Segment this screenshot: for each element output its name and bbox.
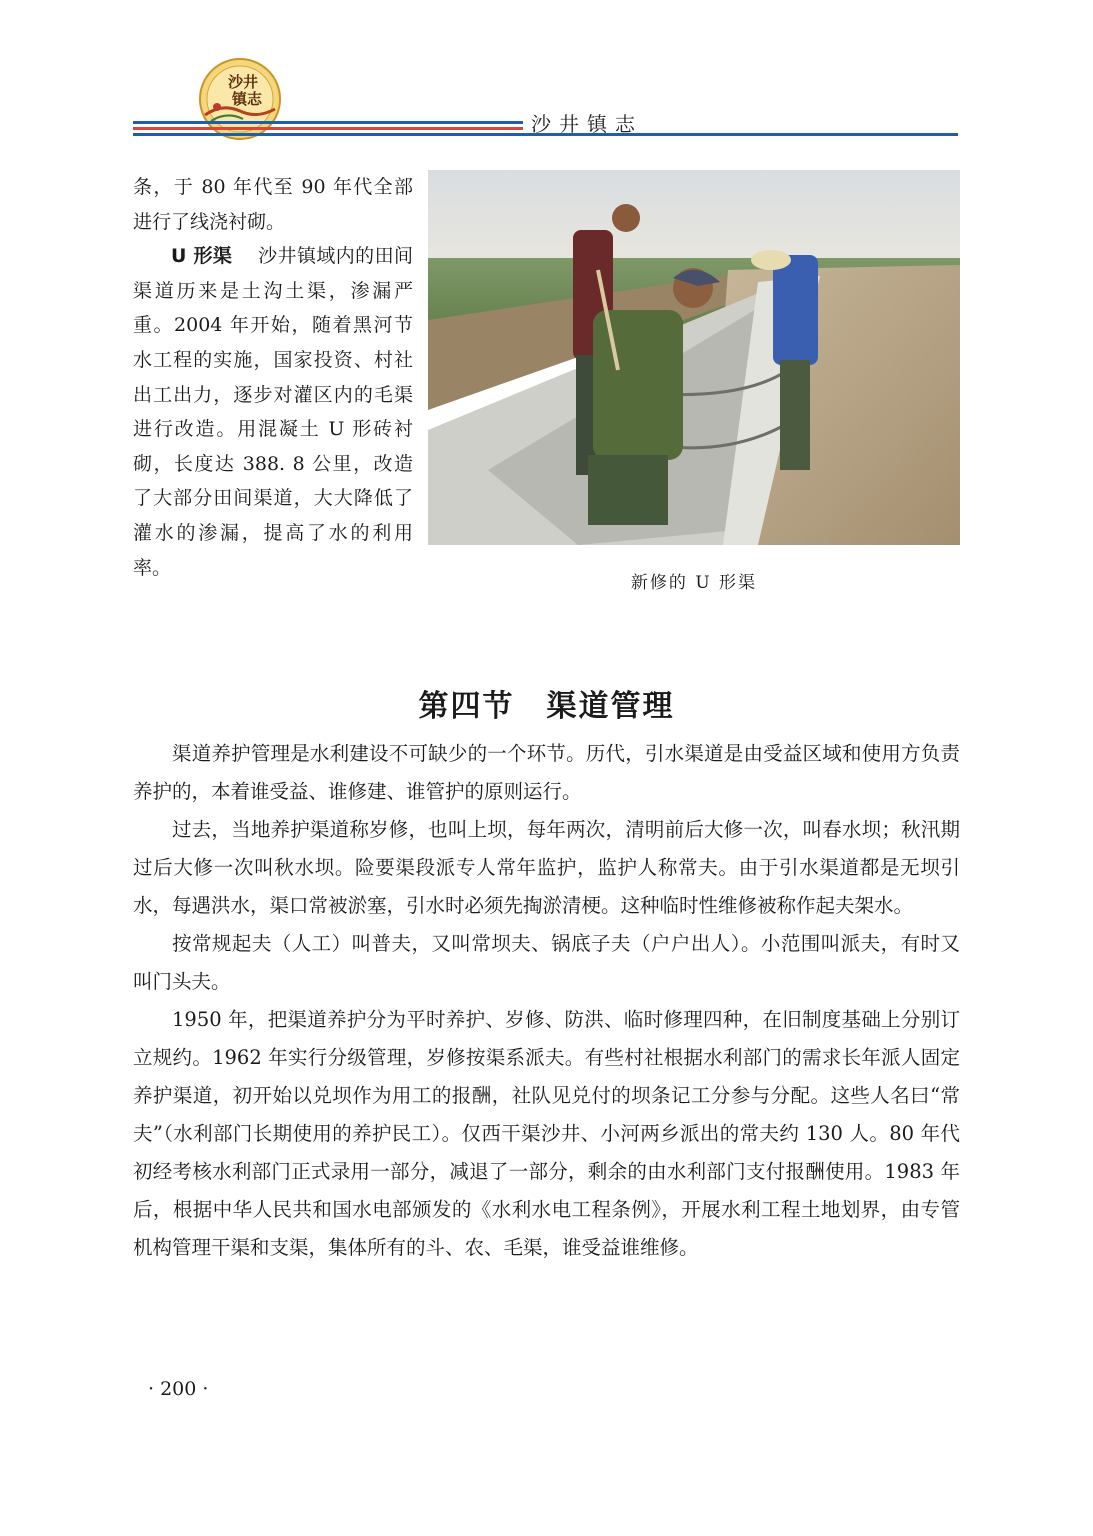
u-channel-photo (428, 170, 960, 545)
page-header (0, 0, 1093, 150)
logo-text-line1: 沙井 (227, 73, 259, 91)
paragraph-u-channel (133, 239, 413, 585)
paragraph-u-channel-text: 沙井镇域内的田间渠道历来是土沟土渠，渗漏严重。2004 年开始，随着黑河节水工程的实施，国家投资、村社出工出力，逐步对灌区内的毛渠进行改造。用混凝土 U 形砖衬砌，长度达 388. 8 公里，改造了大部分田间渠道，大大降低了灌水的渗漏，提高了水的利用率。 (133, 245, 413, 579)
running-title: 沙井镇志 (531, 112, 643, 136)
header-rule-blue (133, 121, 523, 124)
section-title: 第四节 渠道管理 (418, 688, 675, 724)
section-body (133, 735, 960, 1267)
left-text-column (133, 170, 413, 585)
page-number: · 200 · (148, 1378, 209, 1400)
body-paragraph-1: 渠道养护管理是水利建设不可缺少的一个环节。历代，引水渠道是由受益区域和使用方负责养护的，本着谁受益、谁修建、谁管护的原则运行。 (133, 742, 960, 803)
term-u-channel: U 形渠 (171, 245, 233, 268)
header-rule-red (133, 127, 523, 130)
body-paragraph-2: 过去，当地养护渠道称岁修，也叫上坝，每年两次，清明前后大修一次，叫春水坝；秋汛期过后大修一次叫秋水坝。险要渠段派专人常年监护，监护人称常夫。由于引水渠道都是无坝引水，每遇洪水，渠口常被淤塞，引水时必须先掏淤清梗。这种临时性维修被称作起夫架水。 (133, 818, 960, 917)
body-paragraph-4: 1950 年，把渠道养护分为平时养护、岁修、防洪、临时修理四种，在旧制度基础上分别订立规约。1962 年实行分级管理，岁修按渠系派夫。有些村社根据水利部门的需求长年派人固定养护渠道，初开始以兑坝作为用工的报酬，社队见兑付的坝条记工分参与分配。这些人名曰“常夫”（水利部门长期使用的养护民工）。仅西干渠沙井、小河两乡派出的常夫约 130 人。80 年代初经考核水利部门正式录用一部分，减退了一部分，剩余的由水利部门支付报酬使用。1983 年后，根据中华人民共和国水电部颁发的《水利水电工程条例》，开展水利工程土地划界，由专管机构管理干渠和支渠，集体所有的斗、农、毛渠，谁受益谁维修。 (133, 1008, 960, 1259)
paragraph-continuation: 条，于 80 年代至 90 年代全部进行了线浇衬砌。 (133, 176, 413, 233)
body-paragraph-3: 按常规起夫（人工）叫普夫，又叫常坝夫、锅底子夫（户户出人）。小范围叫派夫，有时又叫门头夫。 (133, 932, 960, 993)
photo-caption: 新修的 U 形渠 (630, 573, 758, 593)
logo-text-line2: 镇志 (231, 90, 263, 108)
